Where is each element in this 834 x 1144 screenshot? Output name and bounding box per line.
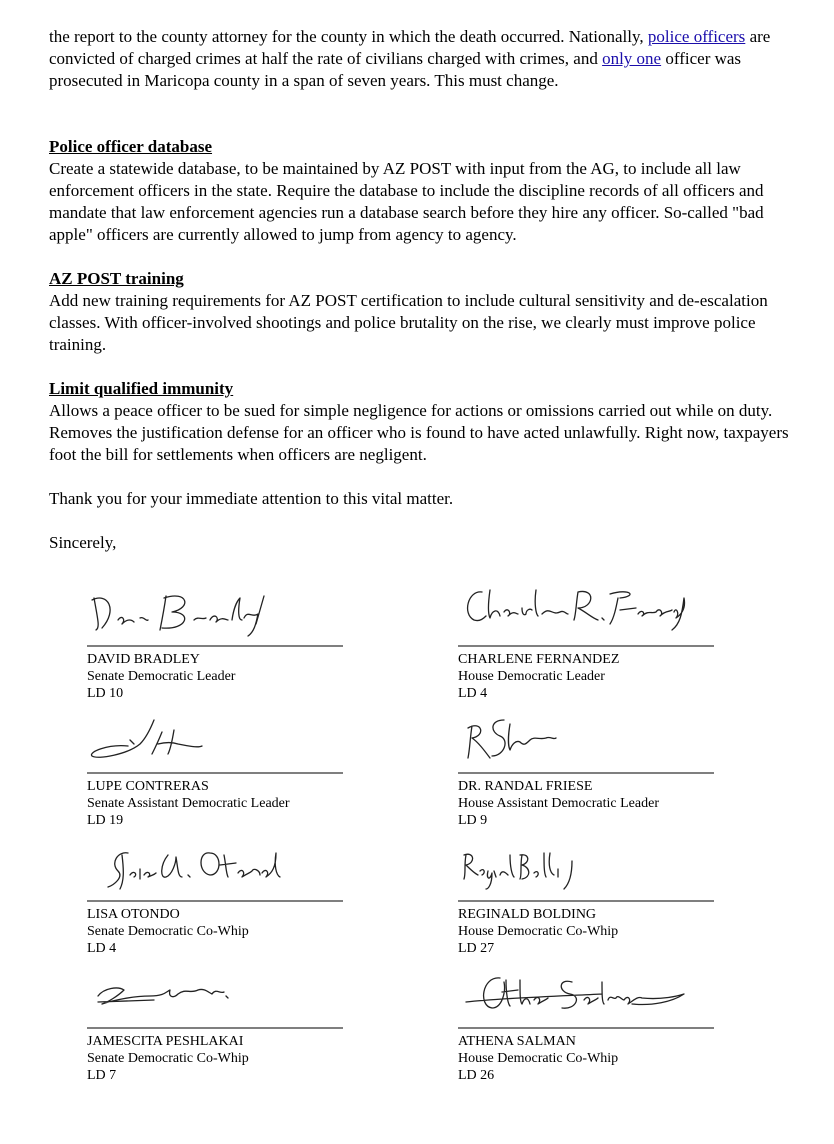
- signatory-title: House Assistant Democratic Leader: [458, 796, 659, 811]
- section-az-post-training: [49, 268, 809, 356]
- section-heading: Police officer database: [49, 137, 213, 156]
- signature-line: [87, 900, 343, 902]
- section-body: Create a statewide database, to be maintained by AZ POST with input from the AG, to include all law enforcement officers in the state. Require the database to include the discipline records of all officers and mandate that law enforcement agencies run a database search before they hire any officer. So-called "bad apple" officers are currently allowed to jump from agency to agency.: [49, 159, 764, 244]
- signatory-title: House Democratic Leader: [458, 669, 605, 684]
- letter-body: [49, 26, 809, 554]
- signature-line: [87, 645, 343, 647]
- signatory-district: LD 4: [458, 686, 488, 701]
- section-qualified-immunity: [49, 378, 809, 466]
- intro-text-3: officer was prosecuted in Maricopa county in a span of seven years. This must change.: [49, 49, 742, 90]
- signatory-title: Senate Assistant Democratic Leader: [87, 796, 290, 811]
- signatory-district: LD 26: [458, 1068, 495, 1083]
- intro-text-2: are convicted of charged crimes at half the rate of civilians charged with crimes, and: [49, 27, 771, 68]
- signatory-district: LD 7: [87, 1068, 117, 1083]
- signatory-district: LD 19: [87, 813, 124, 828]
- signatory-block: [458, 1033, 718, 1084]
- signatory-title: Senate Democratic Leader: [87, 669, 236, 684]
- signatory-district: LD 4: [87, 941, 117, 956]
- signatory-block: [87, 778, 347, 829]
- signature-line: [458, 900, 714, 902]
- police-officers-link[interactable]: police officers: [647, 27, 746, 46]
- intro-text-1: the report to the county attorney for the county in which the death occurred. Nationally,: [49, 27, 648, 46]
- only-one-link[interactable]: only one: [602, 49, 662, 68]
- signatory-name: DAVID BRADLEY: [87, 652, 200, 667]
- signatory-district: LD 9: [458, 813, 488, 828]
- signatory-name: DR. RANDAL FRIESE: [458, 779, 593, 794]
- signatory-name: CHARLENE FERNANDEZ: [458, 652, 620, 667]
- signatory-block: [458, 906, 718, 957]
- signature-reginald-bolding: [460, 845, 690, 893]
- signature-david-bradley: [88, 590, 318, 638]
- signature-line: [87, 772, 343, 774]
- intro-paragraph: [49, 26, 809, 92]
- signature-lupe-contreras: [88, 716, 318, 764]
- signature-charlene-fernandez: [460, 584, 690, 632]
- signatory-title: House Democratic Co-Whip: [458, 924, 619, 939]
- signatory-title: Senate Democratic Co-Whip: [87, 1051, 249, 1066]
- section-body: Add new training requirements for AZ POST certification to include cultural sensitivity and de-escalation classes. With officer-involved shootings and police brutality on the rise, we clearly must improve police training.: [49, 291, 768, 354]
- signature-line: [87, 1027, 343, 1029]
- signatory-name: ATHENA SALMAN: [458, 1034, 576, 1049]
- signature-athena-salman: [462, 972, 692, 1020]
- signatory-name: LISA OTONDO: [87, 907, 180, 922]
- closing-sentence: Thank you for your immediate attention to this vital matter.: [49, 489, 454, 508]
- signatory-title: Senate Democratic Co-Whip: [87, 924, 249, 939]
- signature-randal-friese: [460, 716, 690, 764]
- section-body: Allows a peace officer to be sued for simple negligence for actions or omissions carried out while on duty. Removes the justification defense for an officer who is found to have acted unlawfully. Right now, taxpayers foot the bill for settlements when officers are negligent.: [49, 401, 789, 464]
- signatory-name: JAMESCITA PESHLAKAI: [87, 1034, 244, 1049]
- section-heading: Limit qualified immunity: [49, 379, 234, 398]
- section-police-database: [49, 136, 809, 246]
- signoff: Sincerely,: [49, 533, 117, 552]
- signature-jamescita-peshlakai: [94, 972, 324, 1020]
- signatory-title: House Democratic Co-Whip: [458, 1051, 619, 1066]
- signature-line: [458, 1027, 714, 1029]
- section-heading: AZ POST training: [49, 269, 184, 288]
- signature-lisa-otondo: [104, 845, 334, 893]
- signatory-block: [87, 1033, 347, 1084]
- signatory-name: REGINALD BOLDING: [458, 907, 597, 922]
- signatory-district: LD 27: [458, 941, 495, 956]
- signatory-block: [458, 778, 718, 829]
- signatory-block: [87, 906, 347, 957]
- signatory-block: [458, 651, 718, 702]
- signature-line: [458, 645, 714, 647]
- signatory-block: [87, 651, 347, 702]
- signature-line: [458, 772, 714, 774]
- signatory-name: LUPE CONTRERAS: [87, 779, 209, 794]
- signatory-district: LD 10: [87, 686, 124, 701]
